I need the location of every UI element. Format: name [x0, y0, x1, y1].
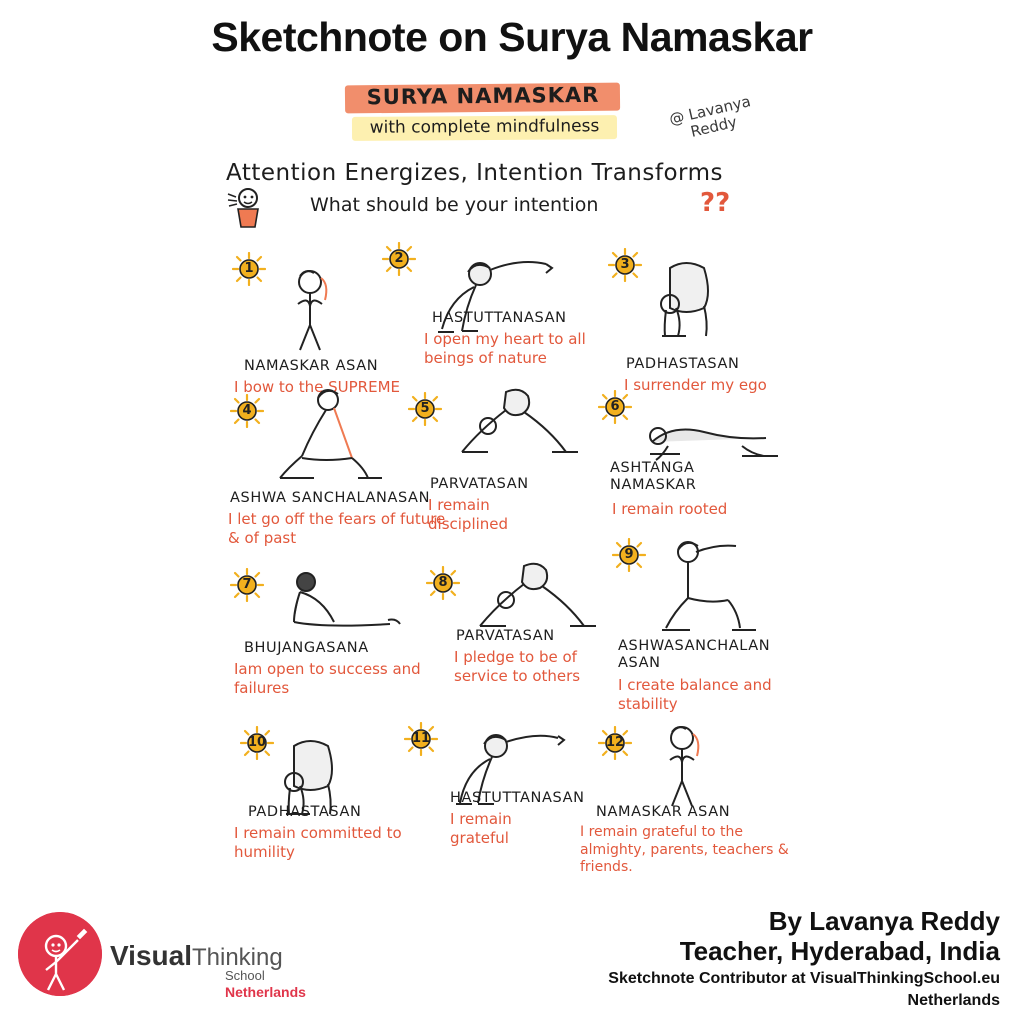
pose-affirmation: I open my heart to all beings of nature [424, 330, 586, 367]
logo-visual: Visual [110, 940, 192, 971]
pose-name: PADHASTASAN [248, 804, 362, 820]
pose-name: PARVATASAN [430, 476, 529, 492]
pose-number: 5 [420, 401, 430, 416]
page-title: Sketchnote on Surya Namaskar [211, 14, 813, 60]
asking-person-icon [224, 184, 274, 234]
pose-affirmation: I remain disciplined [428, 496, 509, 533]
pose-affirmation: I create balance and stability [618, 676, 772, 713]
pose-affirmation: I remain grateful to the almighty, parents, teachers & friends. [580, 824, 789, 875]
pose-number: 8 [438, 575, 448, 590]
pose-number: 4 [242, 403, 252, 418]
pose-affirmation: I surrender my ego [624, 376, 767, 394]
sketch-canvas [200, 72, 840, 902]
logo-netherlands: Netherlands [225, 984, 306, 1000]
author-name: By Lavanya Reddy [768, 906, 1000, 936]
pose-affirmation: I remain rooted [612, 500, 728, 518]
pose-affirmation: I bow to the SUPREME [234, 378, 401, 396]
headline-text: Attention Energizes, Intention Transforms [226, 160, 723, 186]
pose-number: 12 [605, 735, 625, 750]
banner-title: SURYA NAMASKAR [366, 82, 600, 110]
pose-name: BHUJANGASANA [244, 640, 369, 656]
pose-namaskar-icon [262, 264, 362, 354]
pose-number: 1 [244, 261, 254, 276]
pose-name: ASHTANGA NAMASKAR [610, 460, 697, 493]
author-role: Teacher, Hyderabad, India [679, 936, 1000, 966]
pose-ashwasanchalan-asan-icon [644, 534, 794, 654]
logo-icon [18, 912, 102, 996]
pose-hastuttanasan-icon [418, 242, 568, 342]
pose-number: 3 [620, 257, 630, 272]
pose-number: 11 [411, 731, 431, 746]
question-text: What should be your intention [310, 194, 599, 216]
logo-school: School [225, 968, 265, 983]
pose-number: 6 [610, 399, 620, 414]
pose-name: HASTUTTANASAN [432, 310, 567, 326]
pose-name: ASHWA SANCHALANASAN [230, 490, 431, 506]
pose-number: 2 [394, 251, 404, 266]
pose-bhujangasana-icon [270, 564, 430, 644]
banner-subtitle: with complete mindfulness [369, 116, 600, 138]
author-country: Netherlands [907, 992, 1000, 1009]
pose-number: 9 [624, 547, 634, 562]
pose-ashwa-sanchalanasan-icon [262, 384, 422, 494]
pose-number: 7 [242, 577, 252, 592]
footer [0, 900, 1024, 1024]
pose-affirmation: I remain grateful [450, 810, 512, 847]
question-marks: ?? [700, 188, 731, 218]
pose-affirmation: I pledge to be of service to others [454, 648, 581, 685]
pose-name: ASHWASANCHALAN ASAN [618, 638, 771, 671]
author-contribution: Sketchnote Contributor at VisualThinkingSchool.eu [608, 970, 1000, 987]
pose-name: HASTUTTANASAN [450, 790, 585, 806]
pose-affirmation: I let go off the fears of future & of past [228, 510, 446, 547]
pose-name: NAMASKAR ASAN [244, 358, 379, 374]
author-credit: @ Lavanya Reddy [667, 92, 753, 142]
pose-name: NAMASKAR ASAN [596, 804, 731, 820]
pose-name: PADHASTASAN [626, 356, 740, 372]
pose-parvatasan-icon [440, 380, 600, 480]
pose-affirmation: Iam open to success and failures [234, 660, 421, 697]
logo-thinking: Thinking [191, 944, 283, 971]
pose-padhastasan-icon [646, 248, 756, 348]
pose-number: 10 [247, 735, 267, 750]
pose-name: PARVATASAN [456, 628, 555, 644]
pose-affirmation: I remain committed to humility [234, 824, 402, 861]
